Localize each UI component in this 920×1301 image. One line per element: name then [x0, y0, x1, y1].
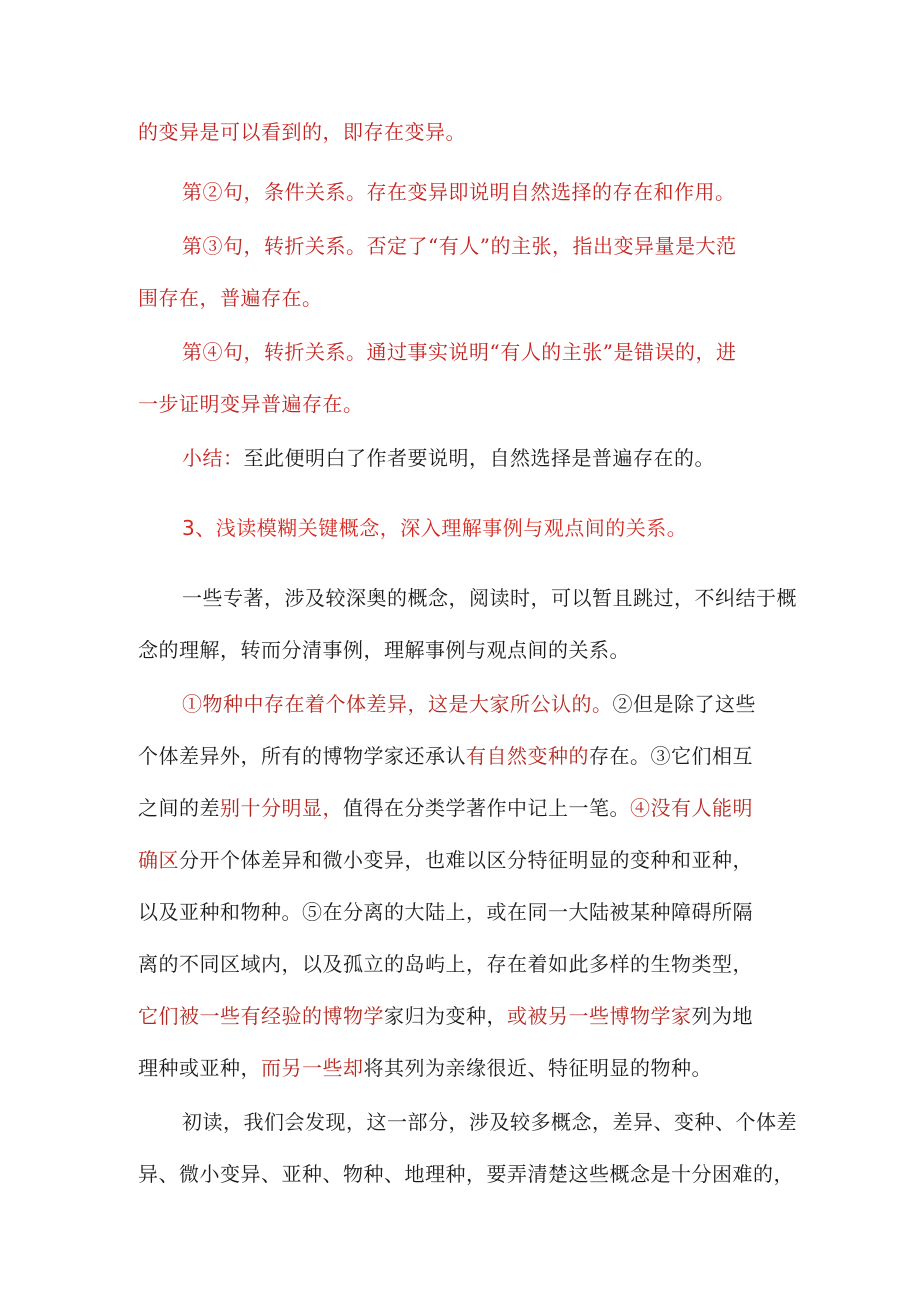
text-line: 一些专著，涉及较深奥的概念，阅读时，可以暂且跳过，不纠结于概	[182, 586, 797, 610]
text-line: 第③句，转折关系。否定了“有人”的主张，指出变异量是大范	[182, 234, 737, 258]
summary-text: 至此便明白了作者要说明，自然选择是普遍存在的。	[243, 446, 715, 470]
text-line: 个体差异外，所有的博物学家还承认有自然变种的存在。③它们相互	[138, 744, 753, 768]
text-line: 一步证明变异普遍存在。	[138, 392, 364, 416]
text-line: 理种或亚种，而另一些却将其列为亲缘很近、特征明显的物种。	[138, 1056, 712, 1080]
paragraph-sentence-2	[138, 166, 788, 218]
heading-text: 3、浅读模糊关键概念，深入理解事例与观点间的关系。	[182, 516, 688, 540]
text-line: 离的不同区域内，以及孤立的岛屿上，存在着如此多样的生物类型，	[138, 952, 753, 976]
section-heading	[138, 502, 788, 554]
text-line: 以及亚种和物种。⑤在分离的大陆上，或在同一大陆被某种障碍所隔	[138, 900, 753, 924]
paragraph-first-read	[138, 1096, 797, 1200]
text-line: 异、微小变异、亚种、物种、地理种，要弄清楚这些概念是十分困难的，	[138, 1162, 794, 1186]
paragraph-intro	[138, 572, 797, 676]
text-line: 的变异是可以看到的，即存在变异。	[138, 120, 466, 144]
text-line: 第④句，转折关系。通过事实说明“有人的主张”是错误的，进	[182, 340, 737, 364]
text-line: 第②句，条件关系。存在变异即说明自然选择的存在和作用。	[182, 180, 736, 204]
summary-label: 小结：	[182, 446, 244, 470]
text-line: 确区分开个体差异和微小变异，也难以区分特征明显的变种和亚种，	[138, 848, 753, 872]
paragraph-summary	[138, 432, 788, 484]
text-line: 它们被一些有经验的博物学家归为变种，或被另一些博物学家列为地	[138, 1004, 753, 1028]
text-line: 初读，我们会发现，这一部分，涉及较多概念，差异、变种、个体差	[182, 1110, 797, 1134]
text-line: 围存在，普遍存在。	[138, 286, 323, 310]
text-line: ①物种中存在着个体差异，这是大家所公认的。②但是除了这些	[182, 692, 756, 716]
paragraph-sentence-3	[138, 220, 788, 324]
text-line: 念的理解，转而分清事例，理解事例与观点间的关系。	[138, 638, 630, 662]
quoted-passage	[138, 678, 788, 1094]
paragraph-sentence-4	[138, 326, 788, 430]
text-line: 之间的差别十分明显，值得在分类学著作中记上一笔。④没有人能明	[138, 796, 753, 820]
paragraph-variation-visible	[138, 106, 788, 158]
